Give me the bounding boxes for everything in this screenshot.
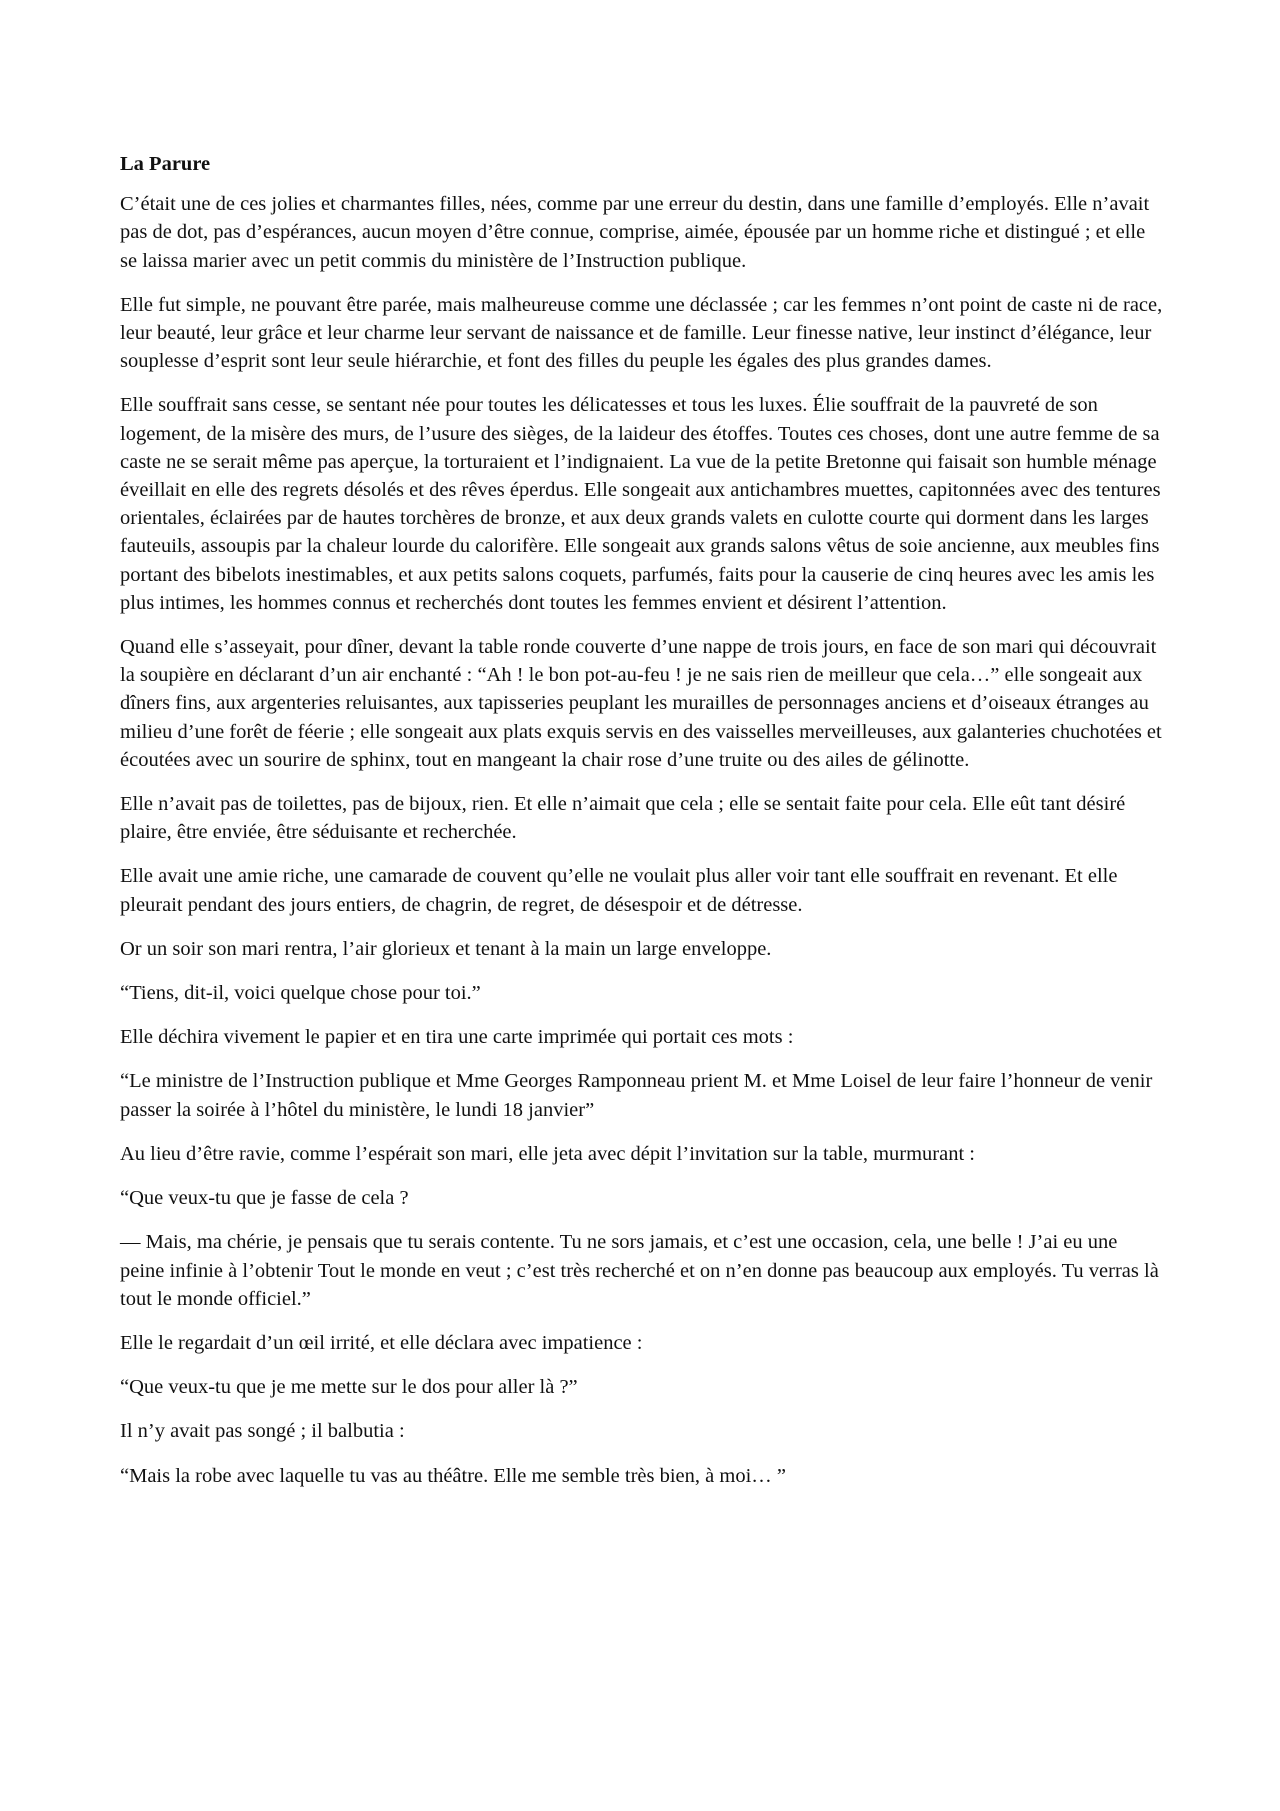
paragraph: “Mais la robe avec laquelle tu vas au théâtre. Elle me semble très bien, à moi… ” xyxy=(120,1464,786,1487)
document-title: La Parure xyxy=(120,153,211,175)
paragraph: Au lieu d’être ravie, comme l’espérait son mari, elle jeta avec dépit l’invitation sur la table, murmurant : xyxy=(120,1142,975,1165)
paragraph: Elle déchira vivement le papier et en tira une carte imprimée qui portait ces mots : xyxy=(120,1026,794,1049)
paragraph: — Mais, ma chérie, je pensais que tu serais contente. Tu ne sors jamais, et c’est une occasion, cela, une belle ! J’ai eu une peine infinie à l’obtenir Tout le monde en veut ; c’est très recherché et on n’en donne pas beaucoup aux employés. Tu verras là tout le monde officiel.” xyxy=(120,1231,1159,1310)
paragraph: Quand elle s’asseyait, pour dîner, devant la table ronde couverte d’une nappe de trois jours, en face de son mari qui découvrait la soupière en déclarant d’un air enchanté : “Ah ! le bon pot-au-feu ! je ne sais rien de meilleur que cela…” elle songeait aux dîners fins, aux argenteries reluisantes, aux tapisseries peuplant les murailles de personnages anciens et d’oiseaux étranges au milieu d’une forêt de féerie ; elle songeait aux plats exquis servis en des vaisselles merveilleuses, aux galanteries chuchotées et écoutées avec un sourire de sphinx, tout en mangeant la chair rose d’une truite ou des ailes de gélinotte. xyxy=(120,636,1162,771)
paragraph: Elle avait une amie riche, une camarade de couvent qu’elle ne voulait plus aller voir tant elle souffrait en revenant. Et elle pleurait pendant des jours entiers, de chagrin, de regret, de désespoir et de détresse. xyxy=(120,865,1118,916)
paragraph: “Que veux-tu que je me mette sur le dos pour aller là ?” xyxy=(120,1376,578,1399)
paragraph: Elle le regardait d’un œil irrité, et elle déclara avec impatience : xyxy=(120,1331,643,1354)
paragraph: “Tiens, dit-il, voici quelque chose pour toi.” xyxy=(120,982,481,1005)
paragraph: Or un soir son mari rentra, l’air glorieux et tenant à la main un large enveloppe. xyxy=(120,937,772,960)
paragraph: “Que veux-tu que je fasse de cela ? xyxy=(120,1187,409,1210)
paragraph: Elle souffrait sans cesse, se sentant née pour toutes les délicatesses et tous les luxes. Élie souffrait de la pauvreté de son logement, de la misère des murs, de l’usure des sièges, de la laideur des étoffes. Toutes ces choses, dont une autre femme de sa caste ne se serait même pas aperçue, la torturaient et l’indignaient. La vue de la petite Bretonne qui faisait son humble ménage éveillait en elle des regrets désolés et des rêves éperdus. Elle songeait aux antichambres muettes, capitonnées avec des tentures orientales, éclairées par de hautes torchères de bronze, et aux deux grands valets en culotte courte qui dorment dans les larges fauteuils, assoupis par la chaleur lourde du calorifère. Elle songeait aux grands salons vêtus de soie ancienne, aux meubles fins portant des bibelots inestimables, et aux petits salons coquets, parfumés, faits pour la causerie de cinq heures avec les amis les plus intimes, les hommes connus et recherchés dont toutes les femmes envient et désirent l’attention. xyxy=(120,394,1161,614)
paragraph: C’était une de ces jolies et charmantes filles, nées, comme par une erreur du destin, dans une famille d’employés. Elle n’avait pas de dot, pas d’espérances, aucun moyen d’être connue, comprise, aimée, épousée par un homme riche et distingué ; et elle se laissa marier avec un petit commis du ministère de l’Instruction publique. xyxy=(120,193,1150,272)
paragraph: Elle fut simple, ne pouvant être parée, mais malheureuse comme une déclassée ; car les femmes n’ont point de caste ni de race, leur beauté, leur grâce et leur charme leur servant de naissance et de famille. Leur finesse native, leur instinct d’élégance, leur souplesse d’esprit sont leur seule hiérarchie, et font des filles du peuple les égales des plus grandes dames. xyxy=(120,293,1163,373)
paragraph: Il n’y avait pas songé ; il balbutia : xyxy=(120,1420,405,1443)
paragraph: Elle n’avait pas de toilettes, pas de bijoux, rien. Et elle n’aimait que cela ; elle se sentait faite pour cela. Elle eût tant désiré plaire, être enviée, être séduisante et recherchée. xyxy=(120,793,1126,844)
paragraph: “Le ministre de l’Instruction publique et Mme Georges Ramponneau prient M. et Mme Loisel de leur faire l’honneur de venir passer la soirée à l’hôtel du ministère, le lundi 18 janvier” xyxy=(120,1070,1153,1121)
document-page xyxy=(120,150,1165,1506)
